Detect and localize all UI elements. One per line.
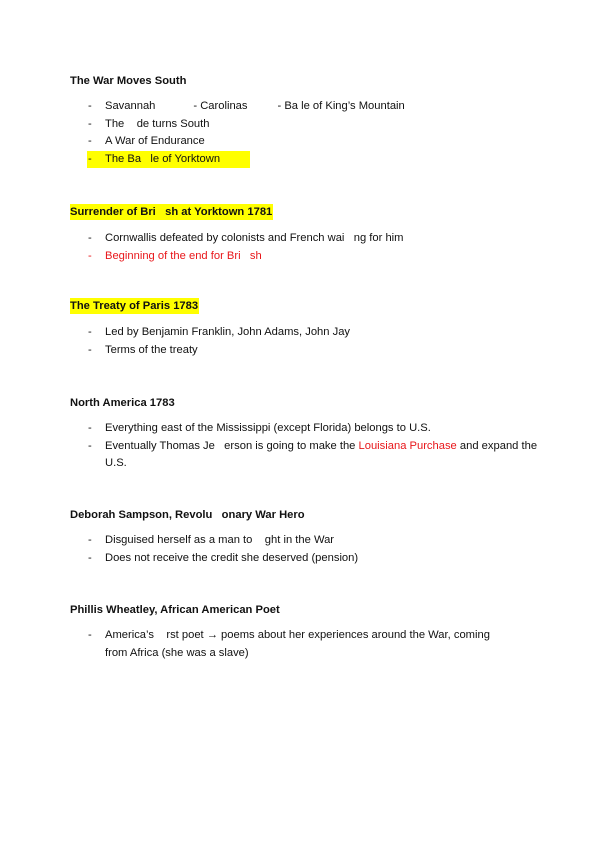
dash-bullet: - [88, 551, 92, 564]
bullet-list [70, 532, 540, 567]
item-text: Does not receive the credit she deserved (pension) [105, 551, 359, 564]
section-heading: Phillis Wheatley, African American Poet [70, 604, 280, 616]
item-text: The de turns South [105, 117, 210, 130]
item-text-red: Louisiana Purchase [358, 439, 457, 452]
bullet-list [70, 230, 540, 265]
item-text: Savannah [105, 100, 156, 112]
item-text: Terms of the treaty [105, 343, 198, 356]
list-item [70, 98, 540, 116]
list-item [70, 627, 505, 662]
list-item [70, 116, 540, 134]
item-text: - Ba le of King’s Mountain [277, 100, 405, 112]
list-item [70, 438, 540, 473]
item-text: and expand the U.S. [105, 439, 541, 469]
section-heading: The War Moves South [70, 75, 187, 87]
list-item-highlighted [87, 151, 250, 169]
list-item [70, 133, 540, 151]
dash-bullet: - [88, 100, 92, 112]
item-text: A War of Endurance [105, 135, 205, 147]
dash-bullet: - [88, 629, 92, 641]
dash-bullet: - [88, 117, 92, 130]
list-item [70, 342, 540, 360]
item-text: Led by Benjamin Franklin, John Adams, John Jay [105, 326, 351, 338]
dash-bullet: - [88, 232, 92, 244]
dash-bullet: - [88, 534, 92, 546]
list-item [70, 532, 540, 550]
list-item [70, 248, 540, 266]
item-text: Beginning of the end for Bri sh [105, 249, 262, 262]
dash-bullet: - [88, 422, 92, 434]
list-item [70, 230, 540, 248]
section-heading: North America 1783 [70, 397, 175, 409]
item-text: Everything east of the Mississippi (except Florida) belongs to U.S. [105, 422, 431, 434]
item-text: Cornwallis defeated by colonists and French wai ng for him [105, 232, 404, 244]
list-item [70, 420, 540, 438]
section-phillis-wheatley [70, 600, 540, 662]
section-deborah-sampson [70, 505, 540, 567]
dash-bullet: - [88, 152, 92, 165]
item-text: America’s rst poet → poems about her experiences around the War, coming from Africa (she was a slave) [105, 629, 494, 659]
section-heading: The Treaty of Paris 1783 [70, 300, 199, 312]
dash-bullet: - [88, 135, 92, 147]
section-heading: Deborah Sampson, Revolu onary War Hero [70, 509, 305, 521]
dash-bullet: - [88, 439, 92, 452]
dash-bullet: - [88, 326, 92, 338]
section-surrender-yorktown [70, 202, 540, 265]
dash-bullet: - [88, 249, 92, 262]
section-heading: Surrender of Bri sh at Yorktown 1781 [70, 206, 273, 218]
bullet-list [70, 627, 540, 662]
item-text: The Ba le of Yorktown [105, 152, 221, 165]
item-text: Disguised herself as a man to ght in the War [105, 534, 335, 546]
bullet-list [70, 98, 540, 168]
item-text: Eventually Thomas Je erson is going to make the [105, 439, 359, 452]
bullet-list [70, 324, 540, 359]
bullet-list [70, 420, 540, 473]
section-war-moves-south [70, 71, 540, 168]
item-text: - Carolinas [193, 100, 248, 112]
list-item [70, 550, 540, 568]
list-item [70, 324, 540, 342]
section-north-america [70, 393, 540, 473]
section-treaty-paris [70, 296, 540, 359]
dash-bullet: - [88, 343, 92, 356]
